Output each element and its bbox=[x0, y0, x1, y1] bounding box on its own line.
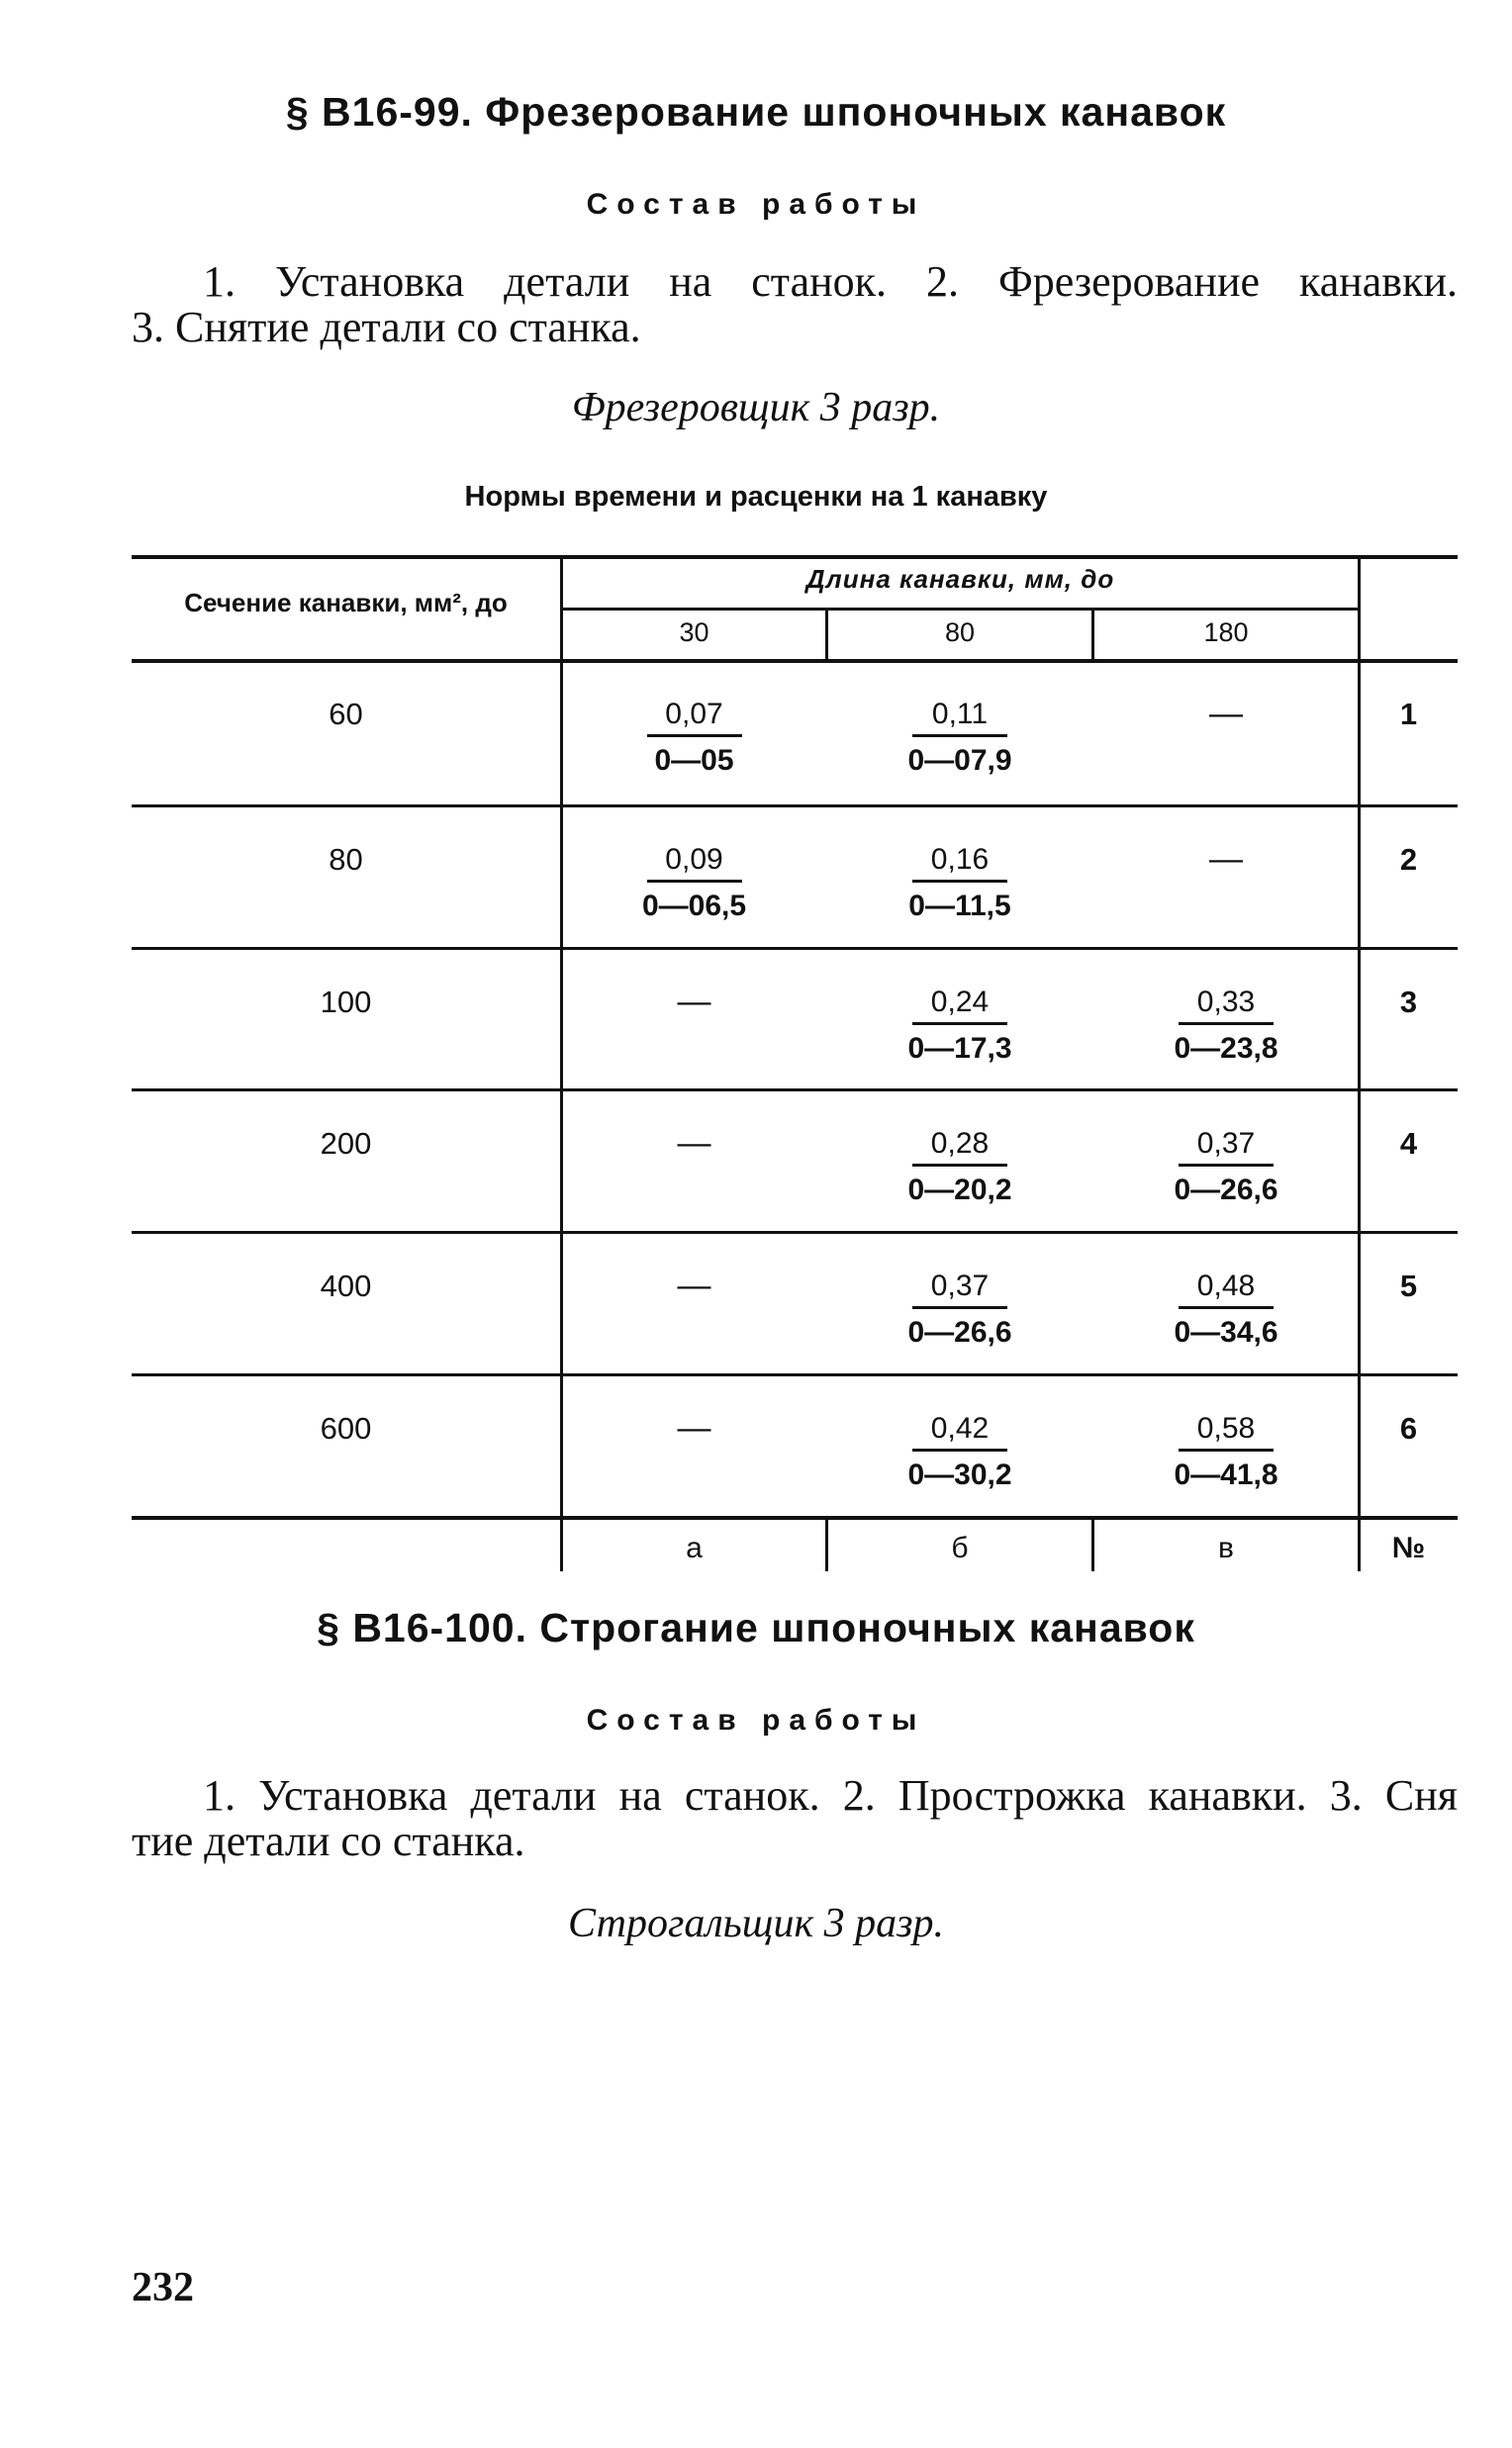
norm-rate-cell bbox=[871, 842, 1049, 924]
time-norm: 0,48 bbox=[1196, 1270, 1256, 1302]
worker-grade: Фрезеровщик 3 разр. bbox=[571, 385, 941, 430]
norm-rate-cell bbox=[871, 697, 1049, 779]
table-rule-row bbox=[132, 1088, 1458, 1091]
time-norm: 0,09 bbox=[665, 843, 723, 876]
table-rule-row bbox=[132, 1231, 1458, 1234]
row-number: 2 bbox=[1399, 842, 1418, 877]
empty-cell-dash: — bbox=[677, 1267, 711, 1304]
page-number: 232 bbox=[132, 2265, 194, 2310]
table-rule-header-mid bbox=[562, 608, 1359, 611]
norm-rate-cell bbox=[871, 985, 1049, 1067]
rate-price: 0—20,2 bbox=[907, 1174, 1012, 1206]
fraction-bar bbox=[912, 1306, 1007, 1309]
rate-price: 0—30,2 bbox=[907, 1459, 1012, 1491]
empty-cell-dash: — bbox=[677, 1124, 711, 1162]
work-description-line: 1. Установка детали на станок. 2. Прострожка канавки. 3. Сня bbox=[203, 1771, 1458, 1820]
work-description-line: тие детали со станка. bbox=[132, 1817, 525, 1865]
rate-price: 0—06,5 bbox=[641, 890, 747, 922]
column-letter: а bbox=[686, 1532, 703, 1564]
rate-price: 0—11,5 bbox=[908, 890, 1011, 922]
empty-cell-dash: — bbox=[1209, 840, 1243, 878]
rate-price: 0—23,8 bbox=[1174, 1032, 1278, 1065]
time-norm: 0,33 bbox=[1196, 986, 1256, 1018]
work-description-line: 3. Снятие детали со станка. bbox=[132, 303, 641, 351]
header-length-value: 30 bbox=[679, 617, 709, 647]
table-rule-row bbox=[132, 804, 1458, 807]
header-length: Длина канавки, мм, до bbox=[805, 564, 1115, 594]
time-norm: 0,28 bbox=[930, 1127, 990, 1160]
fraction-bar bbox=[912, 1164, 1007, 1167]
section-subtitle: Состав работы bbox=[586, 188, 926, 221]
rate-price: 0—34,6 bbox=[1174, 1316, 1278, 1349]
fraction-bar bbox=[1179, 1449, 1274, 1452]
time-norm: 0,07 bbox=[665, 698, 723, 730]
table-rule-header-bottom bbox=[132, 659, 1458, 663]
time-norm: 0,37 bbox=[1196, 1127, 1256, 1160]
time-norm: 0,37 bbox=[930, 1270, 990, 1302]
column-letter: в bbox=[1218, 1532, 1234, 1564]
fraction-bar bbox=[912, 880, 1007, 883]
empty-cell-dash: — bbox=[677, 983, 711, 1020]
row-number: 3 bbox=[1399, 985, 1418, 1019]
norm-rate-cell bbox=[871, 1269, 1049, 1351]
time-norm: 0,58 bbox=[1196, 1412, 1256, 1445]
time-norm: 0,42 bbox=[930, 1412, 990, 1445]
row-section-value: 200 bbox=[320, 1126, 372, 1161]
rate-price: 0—17,3 bbox=[907, 1032, 1012, 1065]
section-subtitle: Состав работы bbox=[586, 1704, 926, 1737]
row-section-value: 400 bbox=[320, 1269, 372, 1303]
fraction-bar bbox=[1179, 1164, 1274, 1167]
time-norm: 0,16 bbox=[930, 843, 990, 876]
fraction-bar bbox=[647, 880, 742, 883]
header-section: Сечение канавки, мм², до bbox=[184, 588, 508, 617]
row-section-value: 80 bbox=[329, 842, 363, 877]
rate-price: 0—26,6 bbox=[1174, 1174, 1278, 1206]
row-number: 5 bbox=[1399, 1269, 1418, 1303]
norm-rate-cell bbox=[871, 1411, 1049, 1493]
column-letter: б bbox=[951, 1532, 969, 1564]
fraction-bar bbox=[1179, 1306, 1274, 1309]
empty-cell-dash: — bbox=[1209, 695, 1243, 732]
row-number: 6 bbox=[1399, 1411, 1418, 1446]
norm-rate-cell bbox=[606, 697, 784, 779]
table-rule-row bbox=[132, 1373, 1458, 1376]
row-number: 4 bbox=[1399, 1126, 1418, 1161]
row-section-value: 100 bbox=[320, 985, 372, 1019]
norm-rate-cell bbox=[1137, 1126, 1315, 1208]
norm-rate-cell bbox=[1137, 1411, 1315, 1493]
rate-price: 0—05 bbox=[654, 744, 734, 777]
rate-price: 0—07,9 bbox=[907, 744, 1012, 777]
work-description bbox=[132, 259, 1458, 350]
row-section-value: 600 bbox=[320, 1411, 372, 1446]
time-norm: 0,11 bbox=[931, 698, 989, 730]
norm-rate-cell bbox=[1137, 1269, 1315, 1351]
header-length-value: 180 bbox=[1203, 617, 1249, 647]
table-rule-row bbox=[132, 947, 1458, 950]
rate-price: 0—41,8 bbox=[1174, 1459, 1278, 1491]
fraction-bar bbox=[912, 734, 1007, 737]
table-rule-footer bbox=[132, 1516, 1458, 1520]
norm-rate-cell bbox=[606, 842, 784, 924]
header-length-value: 80 bbox=[944, 617, 976, 647]
rate-price: 0—26,6 bbox=[907, 1316, 1012, 1349]
norm-rate-cell bbox=[871, 1126, 1049, 1208]
work-description bbox=[132, 1773, 1458, 1864]
empty-cell-dash: — bbox=[677, 1409, 711, 1447]
section-title: § В16-99. Фрезерование шпоночных канавок bbox=[285, 89, 1227, 135]
row-number: 1 bbox=[1399, 697, 1418, 731]
fraction-bar bbox=[647, 734, 742, 737]
norm-rate-cell bbox=[1137, 985, 1315, 1067]
worker-grade: Строгальщик 3 разр. bbox=[568, 1901, 944, 1946]
fraction-bar bbox=[912, 1449, 1007, 1452]
fraction-bar bbox=[1179, 1022, 1274, 1025]
number-column-label: № bbox=[1391, 1532, 1426, 1564]
work-description-line: 1. Установка детали на станок. 2. Фрезерование канавки. bbox=[203, 257, 1458, 306]
section-title: § В16-100. Строгание шпоночных канавок bbox=[317, 1605, 1195, 1650]
table-rule-top bbox=[132, 555, 1458, 559]
time-norm: 0,24 bbox=[930, 986, 990, 1018]
fraction-bar bbox=[912, 1022, 1007, 1025]
table-caption: Нормы времени и расценки на 1 канавку bbox=[464, 481, 1048, 513]
row-section-value: 60 bbox=[329, 697, 363, 731]
